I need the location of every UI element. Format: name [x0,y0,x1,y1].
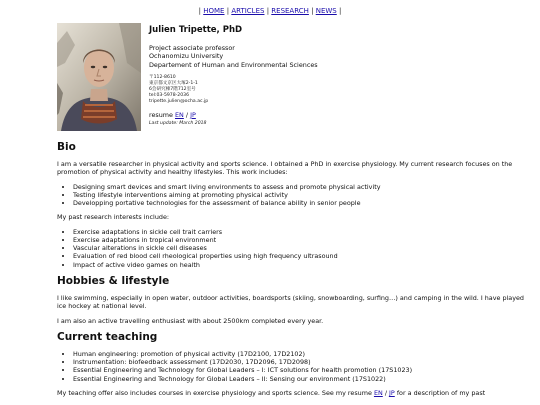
teaching-footer-text-end: for a description of my past [396,388,486,397]
affiliation-university: Ochanomizu University [149,52,224,61]
bio-heading: Bio [57,141,76,153]
resume-label: resume [149,110,173,119]
nav-link-news[interactable]: NEWS [315,7,337,15]
list-item: • Designing smart devices and smart living environments to assess and promote physical activity [73,183,530,191]
profile-name: Julien Tripette, PhD [149,25,243,35]
list-item: • Impact of active video games on health [73,261,530,269]
top-navigation [0,7,540,15]
address-room: 6会研究棟7階712室号 [149,87,196,93]
affiliation-department: Departement of Human and Environmental Sciences [149,60,318,69]
list-item: • Developping portative technologies for the assessment of balance ability in senior people [73,199,530,207]
teaching-footer [57,389,530,397]
nav-link-home[interactable]: HOME [203,7,225,15]
bio-current-list [57,183,530,208]
profile-photo [57,23,141,131]
bio-intro: I am a versatile researcher in physical activity and sports science. I obtained a PhD in exercise physiology. My current research focuses on the promotion of physical activity and healthy lifestyles. This work includes: [57,160,513,177]
main-content [57,141,530,403]
address-email: tripette.julien@ocha.ac.jp [149,98,209,104]
list-item: • Vascular alterations in sickle cell diseases [73,244,530,252]
list-item: • Essential Engineering and Technology for Global Leaders – I: ICT solutions for health promotion (17S1023) [73,366,530,374]
list-item: • Testing lifestyle interventions aiming at promoting physical activity [73,191,530,199]
last-update: Last update: March 2018 [149,120,207,126]
teaching-heading: Current teaching [57,331,158,344]
nav-separator: | [338,7,342,15]
nav-link-articles[interactable]: ARTICLES [231,7,265,15]
nav-separator: | [266,7,270,15]
bio-past-intro: My past research interests include: [57,213,170,222]
address-postal-code: 〒112-8610 [149,75,176,81]
profile-photo-image [57,23,141,131]
teaching-footer-text: My teaching offer also includes courses in exercise physiology and sports science. See my resume [57,388,372,397]
teaching-resume-jp-link[interactable]: JP [389,388,395,397]
address-phone: tel:03-5978-2036 [149,92,189,98]
list-item: • Essential Engineering and Technology for Global Leaders – II: Sensing our environment (17S1022) [73,375,530,383]
address-street: 東京都文京区大塚2-1-1 [149,81,198,87]
resume-en-link[interactable]: EN [175,110,184,119]
hobbies-heading: Hobbies & lifestyle [57,274,170,287]
nav-separator: | [311,7,314,15]
resume-separator: / [185,110,189,119]
resume-jp-link[interactable]: JP [190,110,196,119]
teaching-list [57,350,530,383]
nav-separator: | [226,7,230,15]
nav-separator: | [198,7,201,15]
teaching-resume-separator: / [384,388,387,397]
hobbies-paragraph-1: I like swimming, especially in open water, outdoor activities, boardsports (skiing, snowboarding, surfing…) and camping in the wild. I have played ice hockey at national level. [57,293,524,311]
resume-links [149,111,469,119]
list-item: • Exercise adaptations in tropical environment [73,236,530,244]
affiliation-block [149,44,469,69]
address-block [149,75,469,105]
profile-card [149,25,469,126]
list-item: • Evaluation of red blood cell rheological properties using high frequency ultrasound [73,252,530,260]
list-item: • Exercise adaptations in sickle cell trait carriers [73,228,530,236]
teaching-resume-en-link[interactable]: EN [373,388,383,397]
affiliation-title: Project associate professor [149,44,235,52]
list-item: • Instrumentation: biofeedback assessment (17D2030, 17D2096, 17D2098) [73,358,530,366]
list-item: • Human engineering: promotion of physical activity (17D2100, 17D2102) [73,350,530,358]
nav-link-research[interactable]: RESEARCH [271,7,309,15]
bio-past-list [57,228,530,269]
hobbies-paragraph-2: I am also an active travelling enthusiast with about 2500km completed every year. [57,316,324,325]
